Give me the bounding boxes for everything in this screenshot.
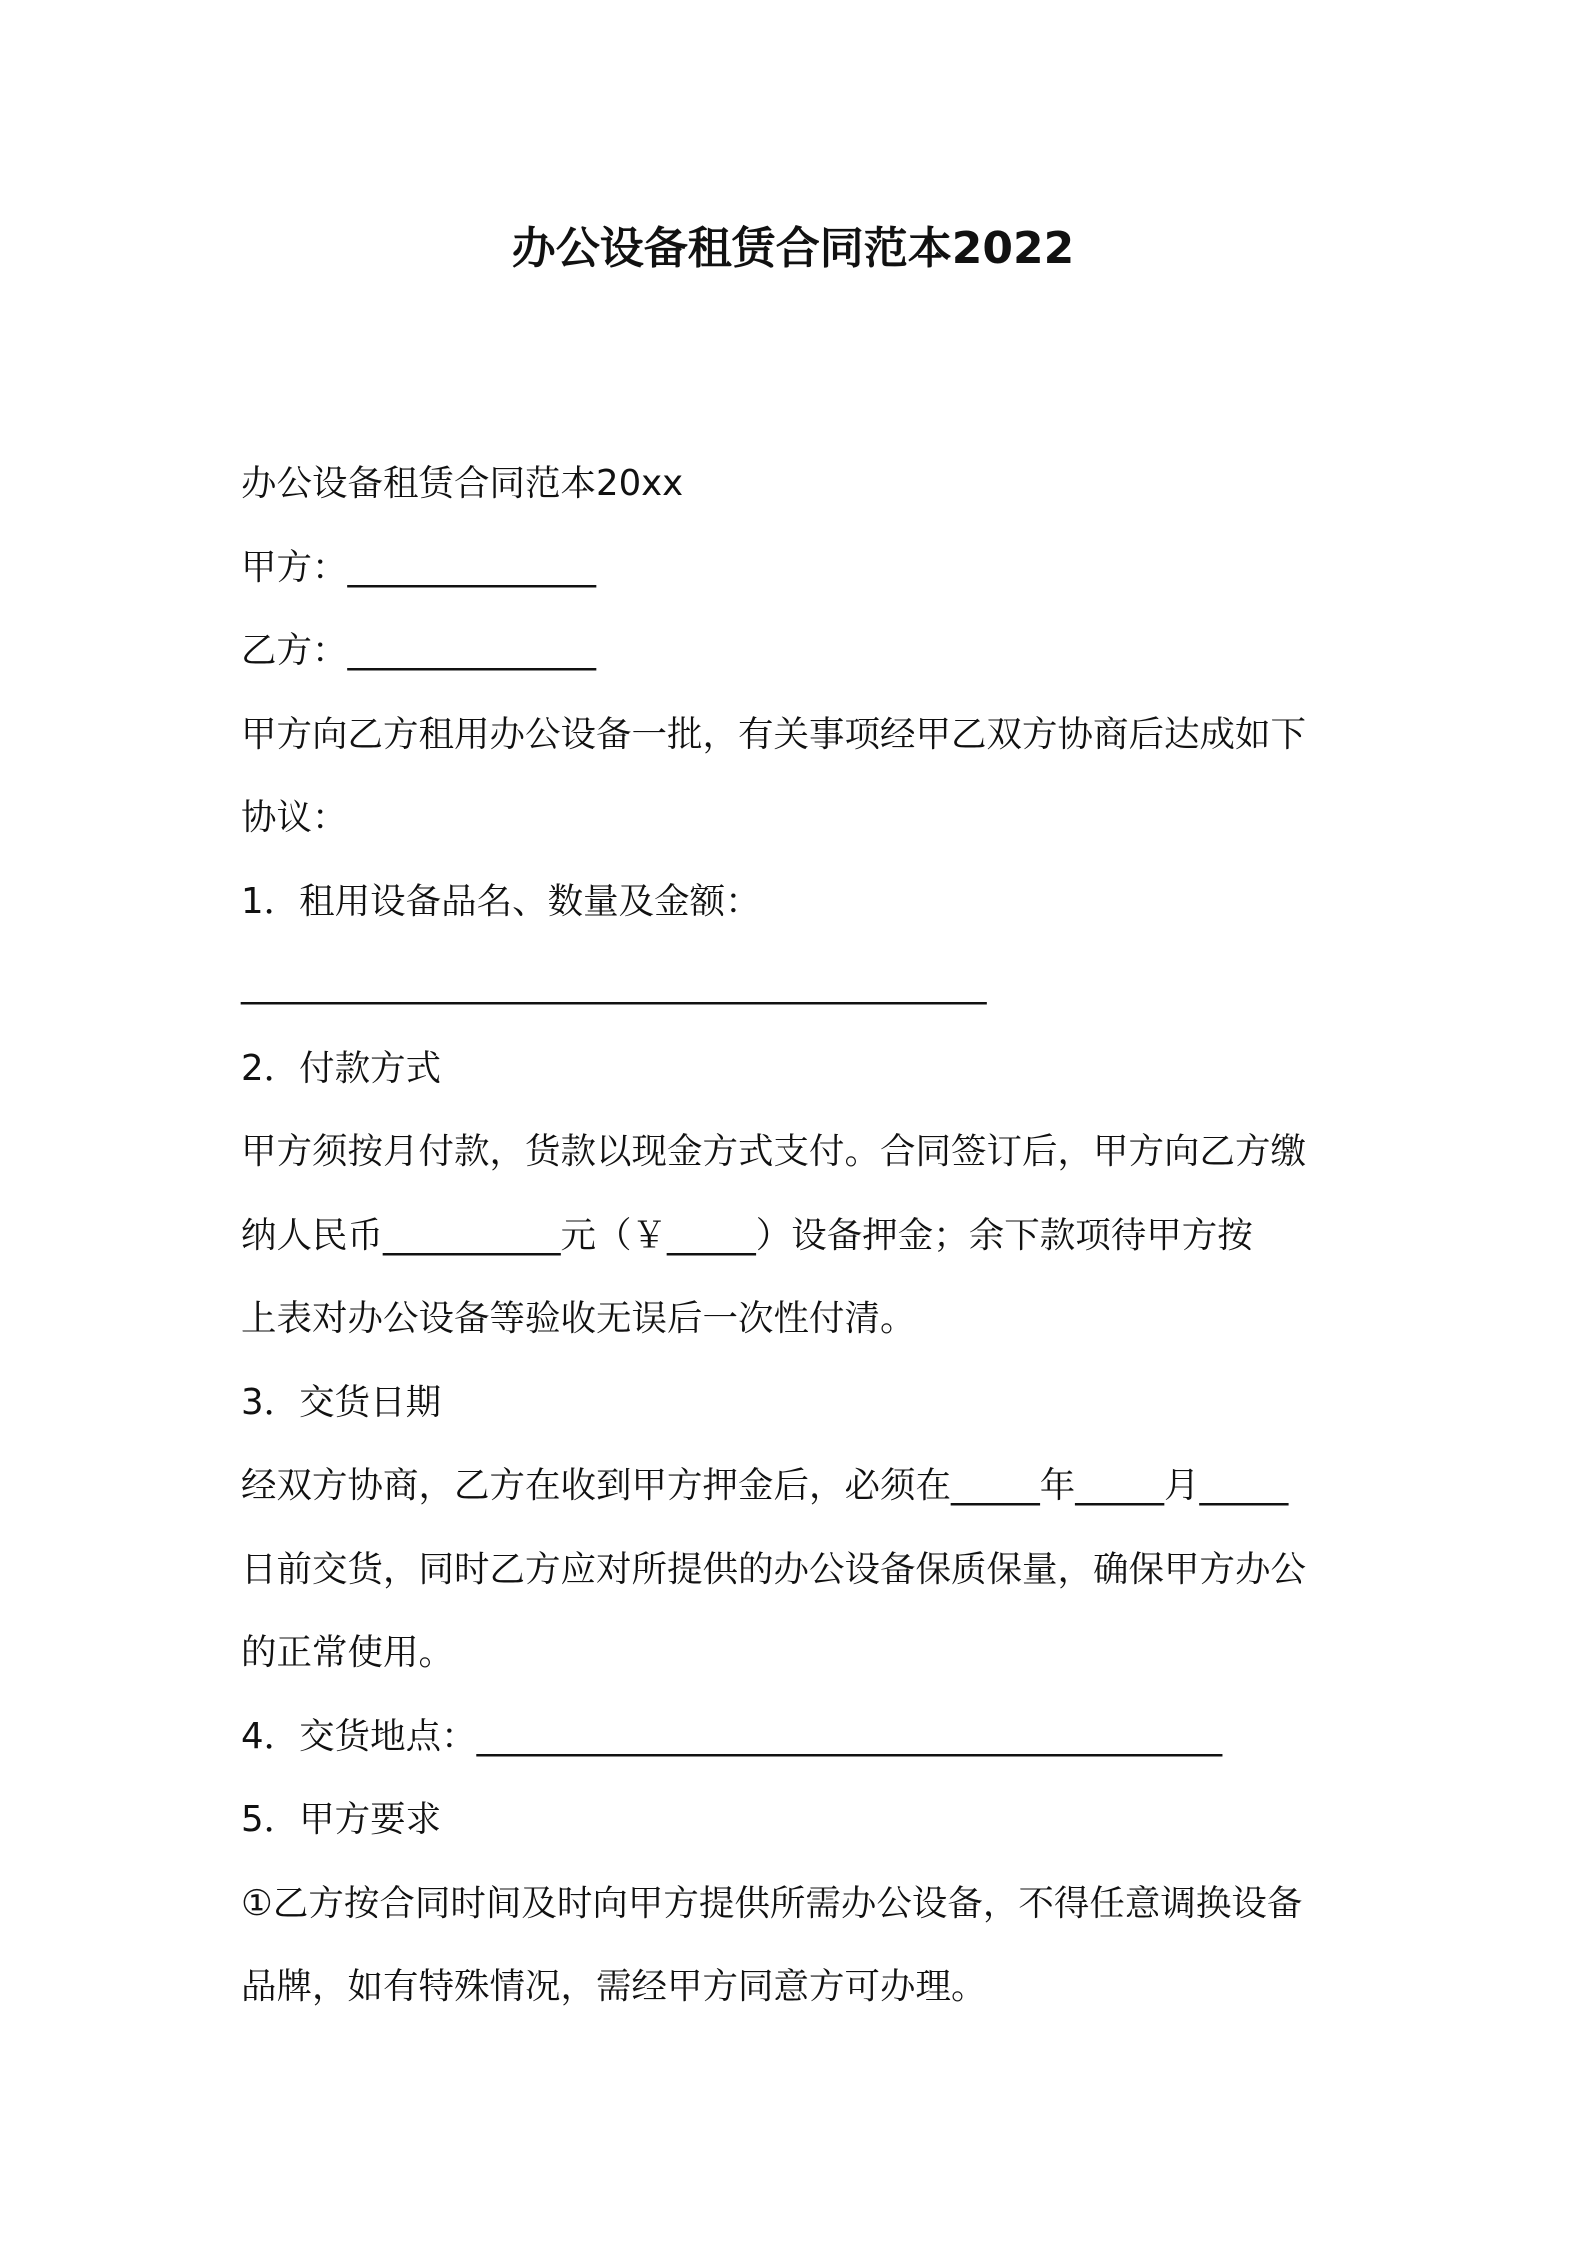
section-3-line-1: 经双方协商，乙方在收到甲方押金后，必须在_____年_____月_____ [241,1465,1289,1506]
intro-line-1: 甲方向乙方租用办公设备一批，有关事项经甲乙双方协商后达成如下 [241,713,1307,755]
intro-line-2: 协议： [241,797,348,838]
party-b-line: 乙方：______________ [241,630,597,671]
section-2-line-3: 上表对办公设备等验收无误后一次性付清。 [241,1298,916,1339]
party-a-line: 甲方：______________ [241,546,597,588]
subtitle-line: 办公设备租赁合同范本20xx [241,463,684,504]
section-3-line-3: 的正常使用。 [241,1632,455,1673]
section-4-line: 4．交货地点：__________________________________________ [241,1715,1223,1757]
section-5-heading: 5．甲方要求 [241,1799,442,1840]
section-2-line-2: 纳人民币__________元（￥_____）设备押金；余下款项待甲方按 [241,1214,1253,1256]
document-title: 办公设备租赁合同范本2022 [511,223,1075,274]
section-2-heading: 2．付款方式 [241,1047,442,1089]
section-3-heading: 3．交货日期 [241,1381,442,1423]
section-1-blank: __________________________________________ [241,964,987,1005]
section-5-line-1: ①乙方按合同时间及时向甲方提供所需办公设备，不得任意调换设备 [241,1882,1303,1924]
section-3-line-2: 日前交货，同时乙方应对所提供的办公设备保质保量，确保甲方办公 [241,1548,1307,1590]
section-5-line-2: 品牌，如有特殊情况，需经甲方同意方可办理。 [241,1966,987,2007]
document-body [241,442,1361,2029]
section-1-heading: 1．租用设备品名、数量及金额： [241,880,761,922]
section-2-line-1: 甲方须按月付款，货款以现金方式支付。合同签订后，甲方向乙方缴 [241,1131,1307,1172]
